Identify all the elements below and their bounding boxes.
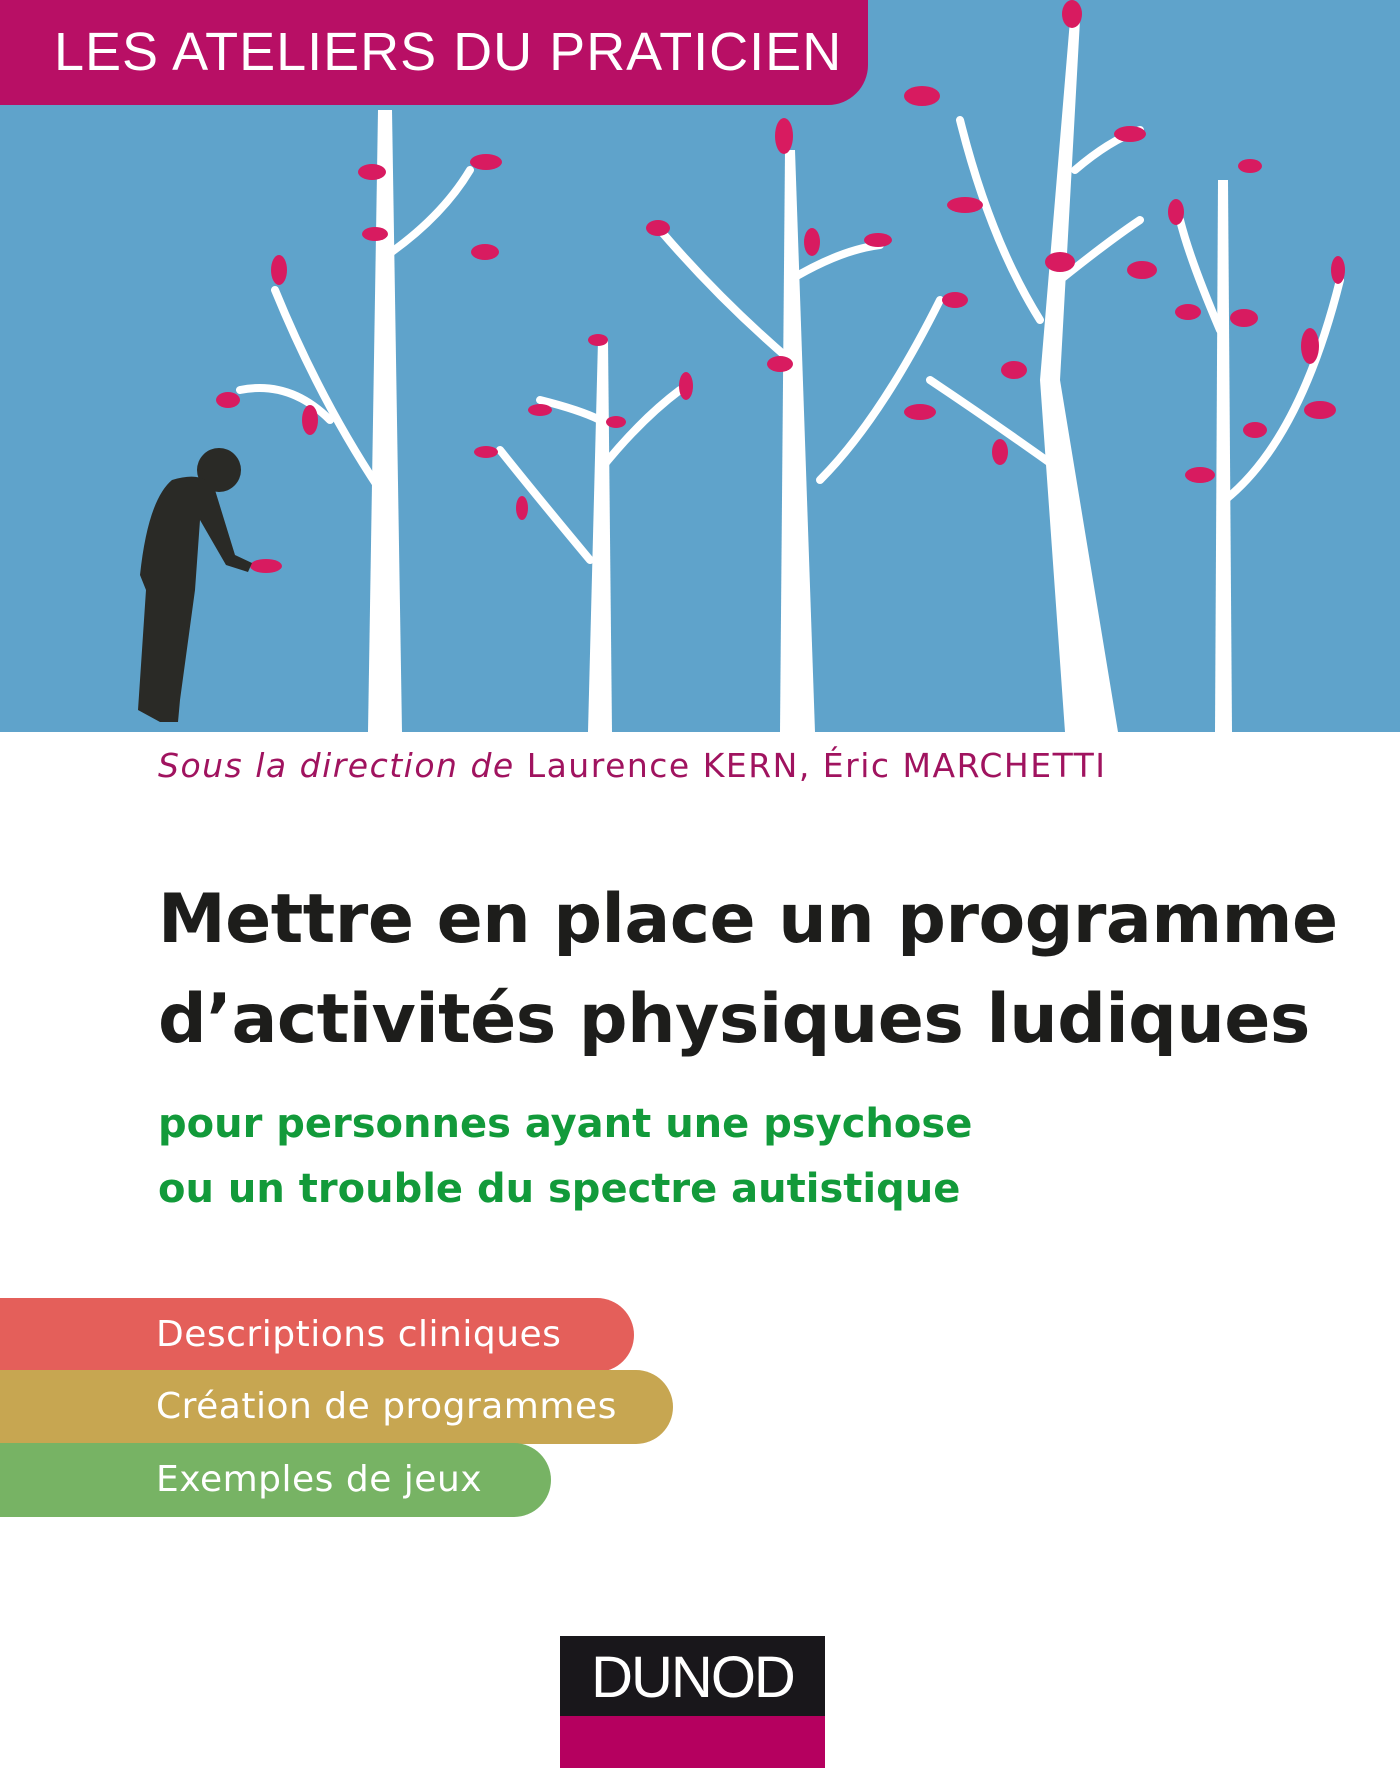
- book-subtitle: [158, 1092, 972, 1222]
- series-banner: LES ATELIERS DU PRATICIEN: [0, 0, 868, 105]
- feature-tab-creation: Création de programmes: [0, 1370, 673, 1444]
- publisher-name: DUNOD: [560, 1636, 825, 1716]
- feature-tab-exemples: Exemples de jeux: [0, 1443, 551, 1517]
- person-silhouette: [138, 448, 252, 722]
- subtitle-line-1: pour personnes ayant une psychose: [158, 1101, 973, 1147]
- cover-illustration: [0, 0, 1400, 732]
- book-title: [158, 870, 1338, 1070]
- publisher-logo: [560, 1636, 825, 1768]
- feature-tab-descriptions: Descriptions cliniques: [0, 1298, 634, 1372]
- title-line-1: Mettre en place un programme: [158, 880, 1338, 959]
- subtitle-line-2: ou un trouble du spectre autistique: [158, 1166, 961, 1212]
- title-line-2: d’activités physiques ludiques: [158, 980, 1310, 1059]
- authors-prefix: Sous la direction de: [158, 746, 515, 785]
- authors-names: Laurence KERN, Éric MARCHETTI: [526, 746, 1107, 785]
- authors-line: [158, 746, 1107, 785]
- trees-illustration: [0, 0, 1400, 732]
